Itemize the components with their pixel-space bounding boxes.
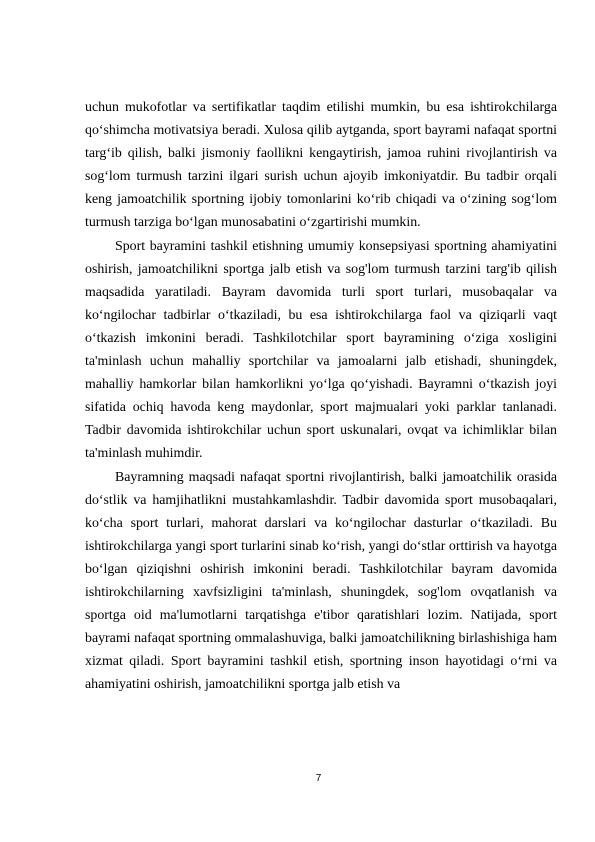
page-number: 7 [315, 773, 322, 784]
paragraph-1: uchun mukofotlar va sertifikatlar taqdim etilishi mumkin, bu esa ishtirokchilarga qo‘shimcha motivatsiya beradi. Xulosa qilib aytganda, sport bayrami nafaqat sportni targ‘ib qilish, balki jismoniy faollikni kengaytirish, jamoa ruhini rivojlantirish va sog‘lom turmush tarzini ilgari surish uchun ajoyib imkoniyatdir. Bu tadbir orqali keng jamoatchilik sportning ijobiy tomonlarini ko‘rib chiqadi va o‘zining sog‘lom turmush tarziga bo‘lgan munosabatini o‘zgartirishi mumkin. [85, 100, 557, 231]
document-body [85, 96, 557, 696]
paragraph-3: Bayramning maqsadi nafaqat sportni rivojlantirish, balki jamoatchilik orasida do‘stlik va hamjihatlikni mustahkamlashdir. Tadbir davomida sport musobaqalari, ko‘cha sport turlari, mahorat darslari va ko‘ngilochar dasturlar o‘tkaziladi. Bu ishtirokchilarga yangi sport turlarini sinab ko‘rish, yangi do‘stlar orttirish va hayotga bo‘lgan qiziqishni oshirish imkonini beradi. Tashkilotchilar bayram davomida ishtirokchilarning xavfsizligini ta'minlash, shuningdek, sog'lom ovqatlanish va sportga oid ma'lumotlarni tarqatishga e'tibor qaratishlari lozim. Natijada, sport bayrami nafaqat sportning ommalashuviga, balki jamoatchilikning birlashishiga ham xizmat qiladi. Sport bayramini tashkil etish, sportning inson hayotidagi o‘rni va ahamiyatini oshirish, jamoatchilikni sportga jalb etish va [85, 469, 557, 693]
paragraph-2: Sport bayramini tashkil etishning umumiy konsepsiyasi sportning ahamiyatini oshirish, jamoatchilikni sportga jalb etish va sog'lom turmush tarzini targ'ib qilish maqsadida yaratiladi. Bayram davomida turli sport turlari, musobaqalar va ko‘ngilochar tadbirlar o‘tkaziladi, bu esa ishtirokchilarga faol va qiziqarli vaqt o‘tkazish imkonini beradi. Tashkilotchilar sport bayramining o‘ziga xosligini ta'minlash uchun mahalliy sportchilar va jamoalarni jalb etishadi, shuningdek, mahalliy hamkorlar bilan hamkorlikni yo‘lga qo‘yishadi. Bayramni o‘tkazish joyi sifatida ochiq havoda keng maydonlar, sport majmualari yoki parklar tanlanadi. Tadbir davomida ishtirokchilar uchun sport uskunalari, ovqat va ichimliklar bilan ta'minlash muhimdir. [85, 238, 557, 462]
